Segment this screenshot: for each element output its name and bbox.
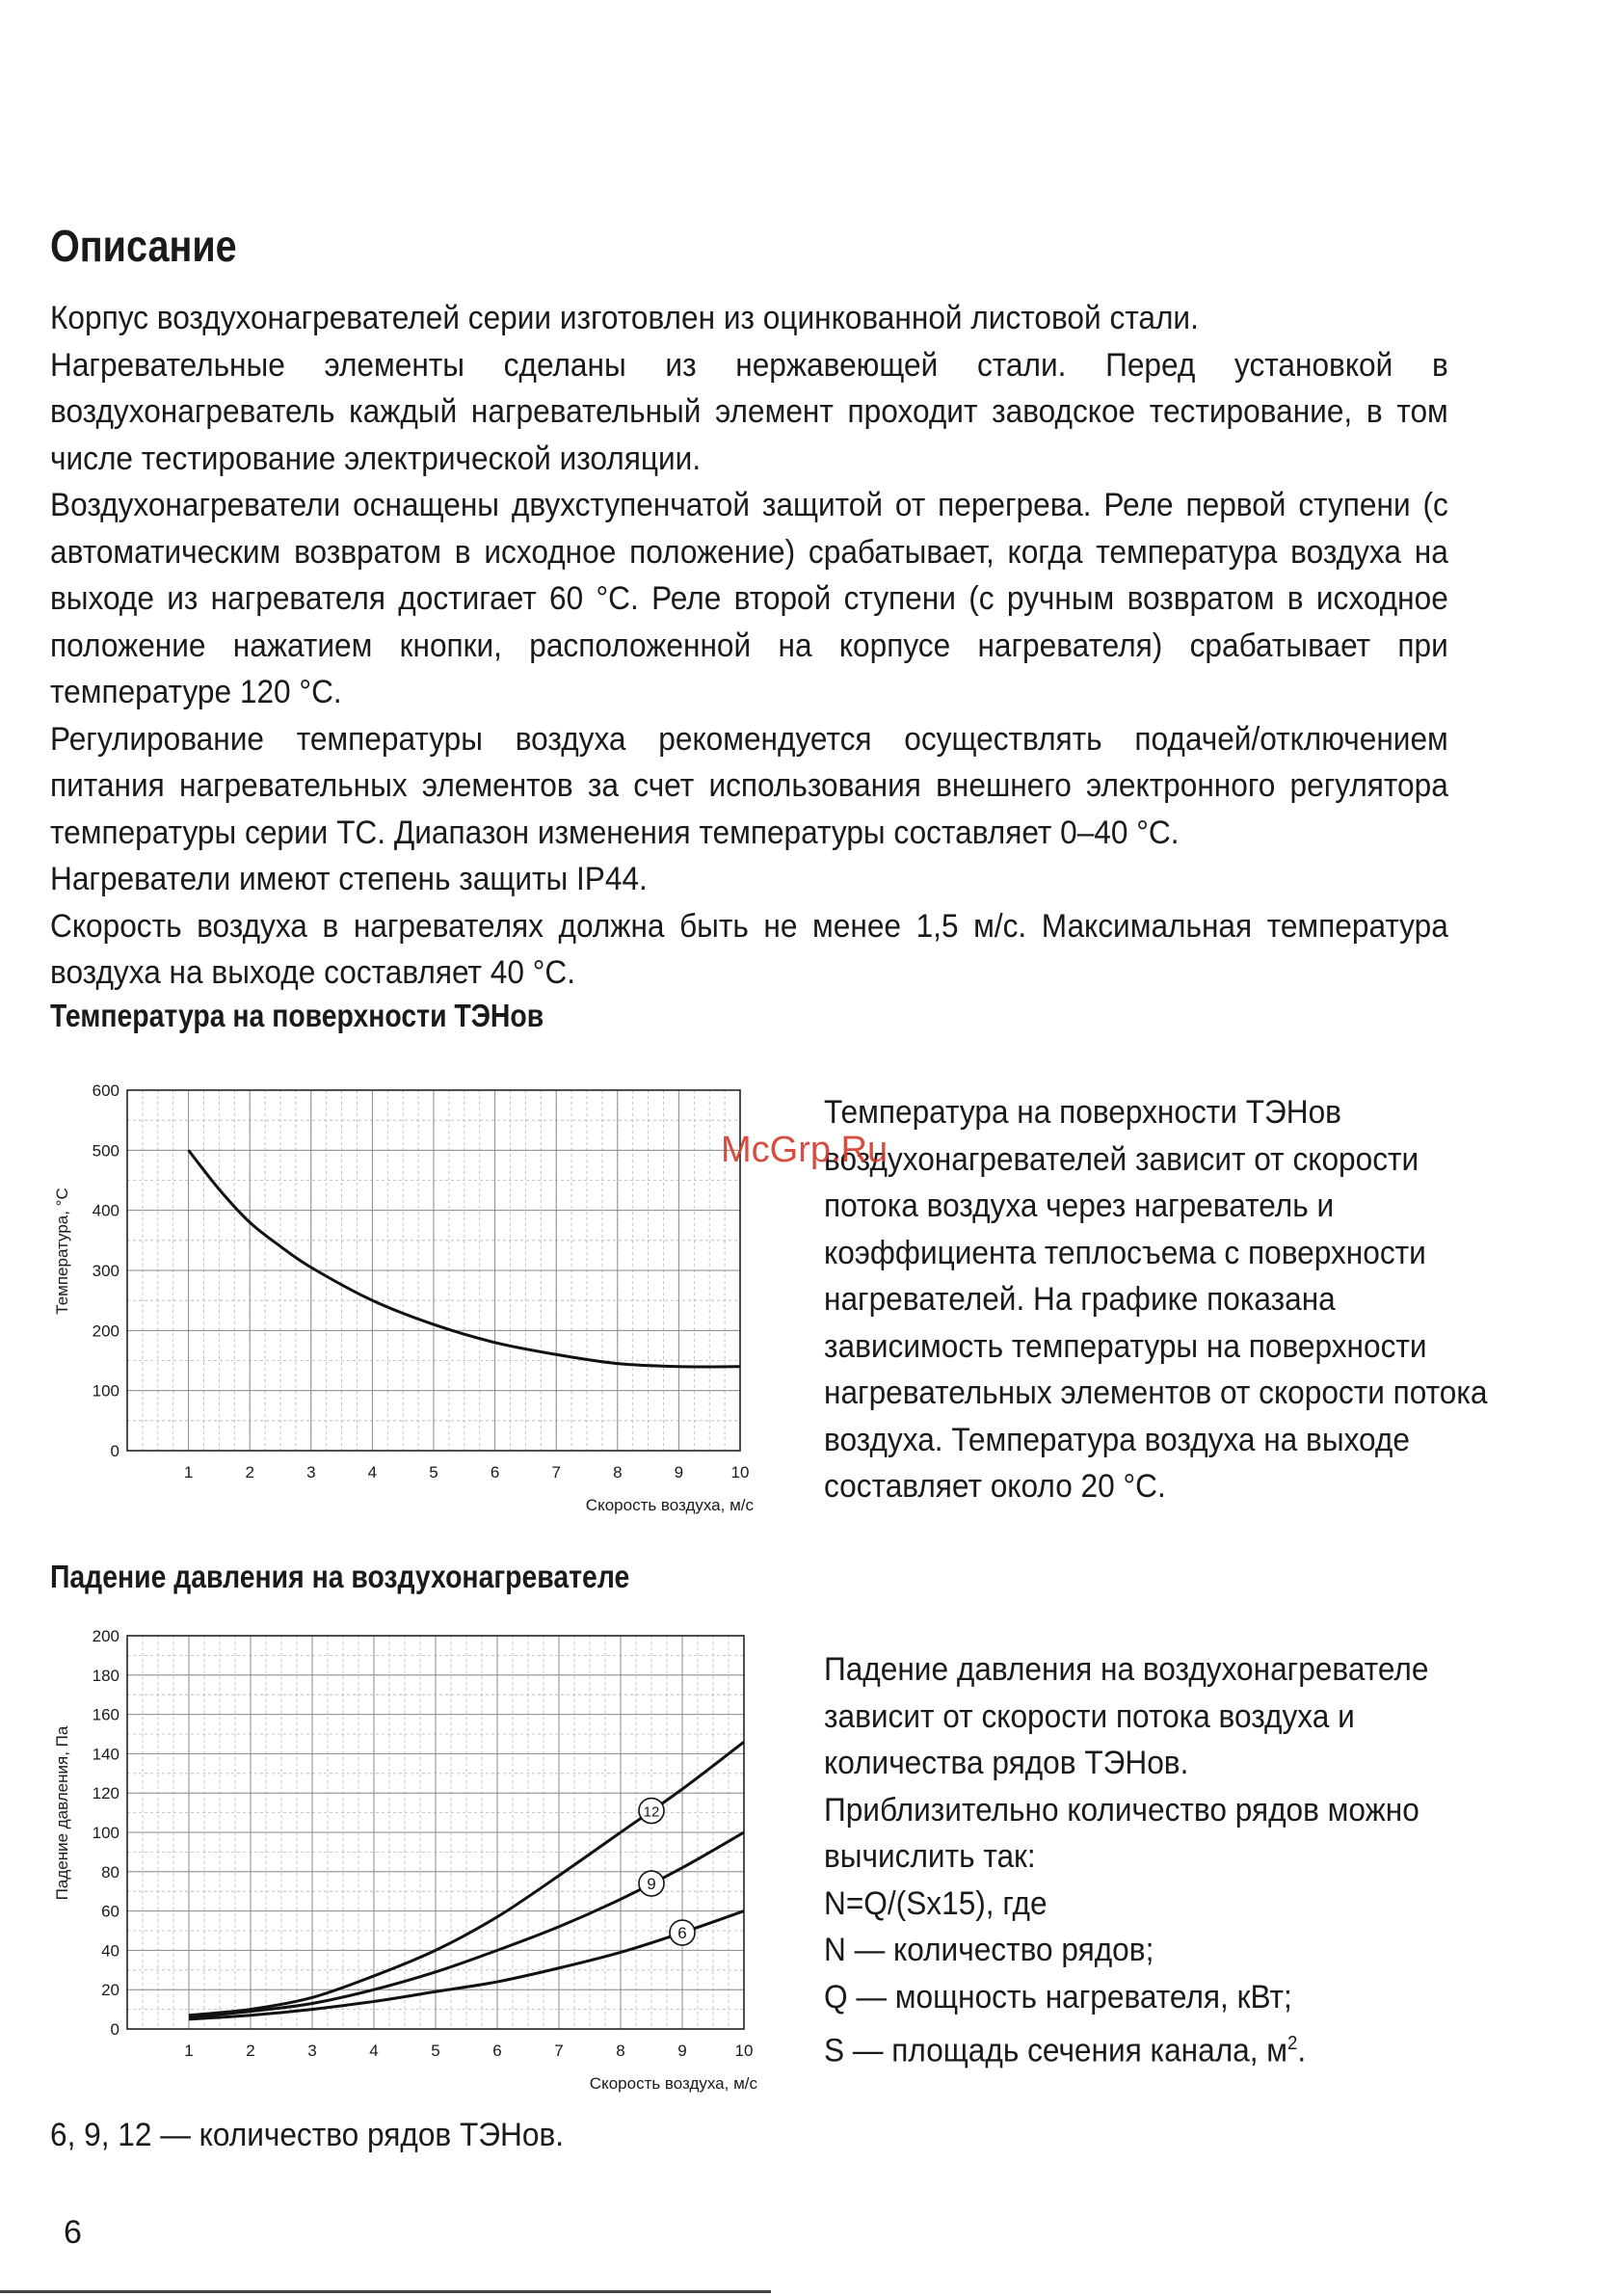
paragraph: Корпус воздухонагревателей серии изготовлен из оцинкованной листовой стали. <box>50 300 1199 336</box>
y-tick-label: 160 <box>92 1705 119 1724</box>
x-tick-label: 7 <box>551 1463 561 1482</box>
x-tick-label: 6 <box>492 2042 502 2060</box>
pressure-drop-chart-svg <box>39 1619 781 2093</box>
x-tick-label: 5 <box>429 1463 438 1482</box>
pressure-drop-chart <box>39 1619 781 2093</box>
x-tick-label: 7 <box>554 2042 564 2060</box>
pressure-drop-description <box>824 1646 1505 2074</box>
description-line: Падение давления на воздухонагревателе зависит от скорости потока воздуха и количества рядов ТЭНов. <box>824 1651 1429 1781</box>
watermark: McGrp.Ru <box>721 1130 889 1170</box>
x-tick-label: 2 <box>245 1463 254 1482</box>
x-tick-label: 8 <box>616 2042 625 2060</box>
surface-temp-heading: Температура на поверхности ТЭНов <box>50 998 544 1033</box>
y-tick-label: 100 <box>92 1824 119 1842</box>
y-tick-label: 20 <box>101 1981 119 2000</box>
y-tick-label: 40 <box>101 1941 119 1961</box>
surface-temp-description-text: Температура на поверхности ТЭНов воздухонагревателей зависит от скорости потока воздуха через нагреватель и коэффициента теплосъема с поверхности нагревателей. На графике показана зависимость температуры на поверхности нагревательных элементов от скорости потока воздуха. Температура воздуха на выходе составляет около 20 °С. <box>824 1094 1488 1505</box>
x-tick-label: 4 <box>367 1463 378 1482</box>
x-tick-label: 1 <box>184 2042 194 2060</box>
description-line-area <box>824 2020 1505 2074</box>
x-tick-label: 6 <box>490 1463 500 1482</box>
y-tick-label: 60 <box>101 1902 119 1921</box>
x-tick-label: 8 <box>613 1463 623 1482</box>
x-tick-label: 10 <box>730 1463 750 1482</box>
area-period: . <box>1297 2032 1307 2069</box>
x-tick-label: 1 <box>183 1463 194 1482</box>
series-label: 12 <box>643 1803 660 1821</box>
paragraph: Скорость воздуха в нагревателях должна быть не менее 1,5 м/с. Максимальная температура воздуха на выходе составляет 40 °С. <box>50 907 1448 991</box>
paragraph: Нагревательные элементы сделаны из нержавеющей стали. Перед установкой в воздухонагреватель каждый нагревательный элемент проходит заводское тестирование, в том числе тестирование электрической изоляции. <box>50 346 1448 477</box>
paragraph: Регулирование температуры воздуха рекомендуется осуществлять подачей/отключением питания нагревательных элементов за счет использования внешнего электронного регулятора температуры серии ТС. Диапазон изменения температуры составляет 0–40 °С. <box>50 720 1448 851</box>
y-tick-label: 180 <box>92 1666 119 1685</box>
y-tick-label: 140 <box>92 1745 119 1764</box>
y-axis-label: Падение давления, Па <box>53 1725 71 1901</box>
y-axis-label: Температура, °С <box>53 1188 71 1315</box>
x-axis-label: Скорость воздуха, м/с <box>585 1496 754 1514</box>
area-superscript: 2 <box>1287 2033 1298 2054</box>
x-tick-label: 2 <box>246 2042 255 2060</box>
surface-temp-chart-svg <box>39 1070 781 1523</box>
x-tick-label: 3 <box>306 1463 316 1482</box>
x-axis-label: Скорость воздуха, м/с <box>589 2074 757 2093</box>
series-label: 9 <box>647 1875 656 1894</box>
series-label: 6 <box>677 1924 687 1943</box>
x-tick-label: 9 <box>674 1463 684 1482</box>
x-tick-label: 3 <box>307 2042 317 2060</box>
y-tick-label: 500 <box>92 1141 119 1161</box>
description-line: Приблизительно количество рядов можно вычислить так: <box>824 1791 1419 1875</box>
description-line: Q — мощность нагревателя, кВт; <box>824 1978 1292 2016</box>
x-tick-label: 5 <box>431 2042 440 2060</box>
bottom-rule <box>0 2290 771 2293</box>
description-line: N — количество рядов; <box>824 1932 1154 1968</box>
description-line: N=Q/(Sx15), где <box>824 1884 1048 1922</box>
y-tick-label: 600 <box>92 1081 119 1100</box>
y-tick-label: 120 <box>92 1784 119 1803</box>
y-tick-label: 80 <box>101 1862 119 1882</box>
y-tick-label: 0 <box>110 2020 119 2039</box>
x-tick-label: 4 <box>369 2042 379 2060</box>
section-title: Описание <box>50 221 237 271</box>
surface-temp-chart <box>39 1070 781 1528</box>
y-tick-label: 0 <box>110 1442 119 1460</box>
paragraph: Воздухонагреватели оснащены двухступенчатой защитой от перегрева. Реле первой ступени (с автоматическим возвратом в исходное положение) срабатывает, когда температура воздуха на выходе из нагревателя достигает 60 °С. Реле второй ступени (с ручным возвратом в исходное положение нажатием кнопки, расположенной на корпусе нагревателя) срабатывает при температуре 120 °С. <box>50 487 1448 710</box>
footnote: 6, 9, 12 — количество рядов ТЭНов. <box>50 2117 565 2153</box>
page-number: 6 <box>64 2214 82 2251</box>
y-tick-label: 300 <box>92 1262 119 1280</box>
description-text <box>50 295 1448 997</box>
pressure-drop-heading: Падение давления на воздухонагревателе <box>50 1559 630 1594</box>
paragraph: Нагреватели имеют степень защиты IP44. <box>50 861 648 897</box>
y-tick-label: 100 <box>92 1381 119 1401</box>
x-tick-label: 9 <box>677 2042 687 2060</box>
surface-temp-description <box>824 1089 1505 1510</box>
y-tick-label: 200 <box>92 1322 119 1341</box>
area-text: S — площадь сечения канала, м <box>824 2032 1288 2069</box>
x-tick-label: 10 <box>734 2042 754 2060</box>
y-tick-label: 200 <box>92 1627 119 1645</box>
y-tick-label: 400 <box>92 1201 119 1220</box>
